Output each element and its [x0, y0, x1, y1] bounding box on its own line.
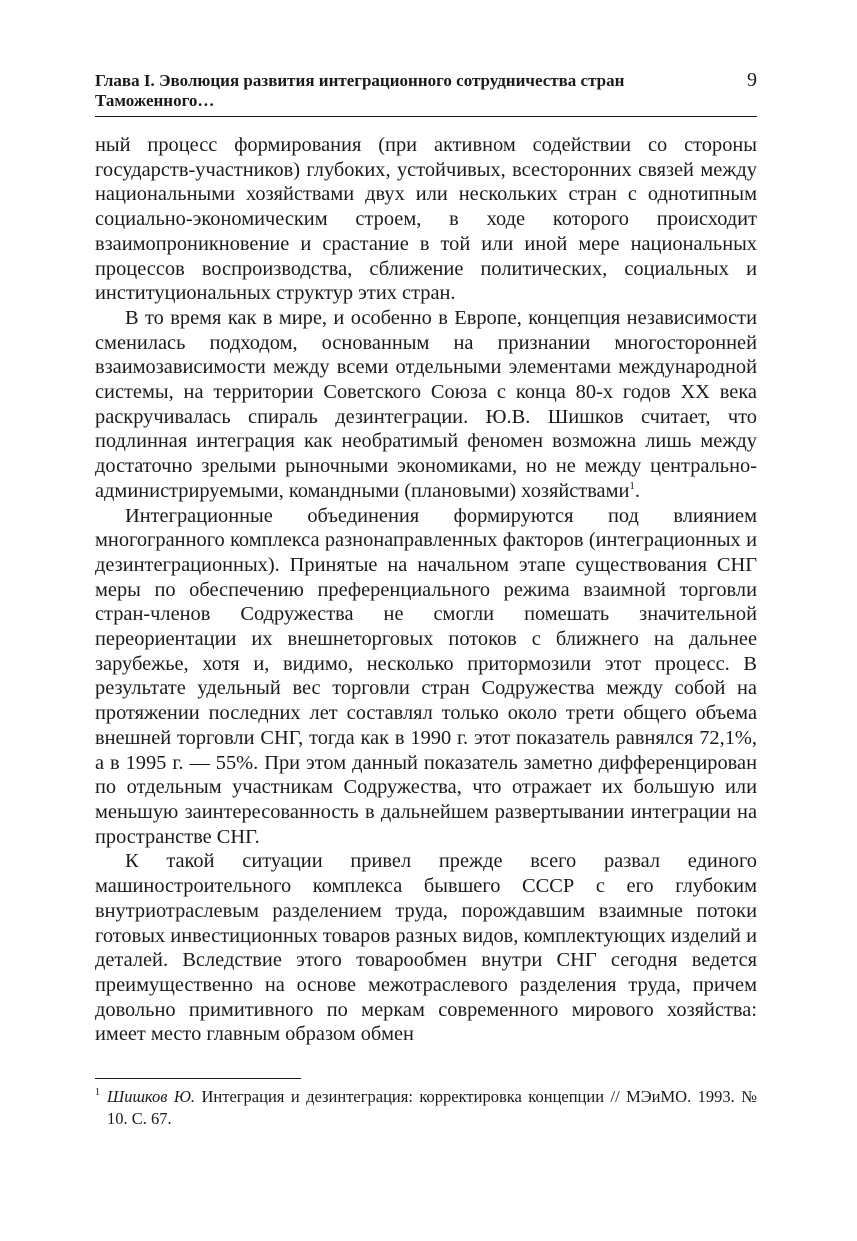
footnotes — [95, 1078, 757, 1130]
paragraph-4-text: К такой ситуации привел прежде всего развал единого машиностроительного комплекса бывшего СССР с его глубоким внутриотраслевым разделением труда, порождавшим взаимные потоки готовых инвестиционных товаров разных видов, комплектующих изделий и деталей. Вследствие этого товарообмен внутри СНГ сегодня ведется преимущественно на основе межотраслевого разделения труда, причем довольно примитивного по меркам современного мирового хозяйства: имеет место главным образом обмен — [95, 850, 757, 1046]
running-header — [95, 70, 757, 117]
paragraph-3-text: Интеграционные объединения формируются под влиянием многогранного комплекса разнонаправленных факторов (интеграционных и дезинтеграционных). Принятые на начальном этапе существования СНГ меры по обеспечению преференциального режима взаимной торговли стран-членов Содружества не смогли помешать значительной переориентации их внешнеторговых потоков с ближнего на дальнее зарубежье, хотя и, видимо, несколько притормозили этот процесс. В результате удельный вес торговли стран Содружества между собой на протяжении последних лет составлял только около трети общего объема внешней торговли СНГ, тогда как в 1990 г. этот показатель равнялся 72,1%, а в 1995 г. — 55%. При этом данный показатель заметно дифференцирован по отдельным участникам Содружества, что отражает их большую или меньшую заинтересованность в дальнейшем развертывании интеграции на пространстве СНГ. — [95, 504, 757, 848]
paragraph-1 — [95, 133, 757, 306]
footnote-author: Шишков Ю. — [107, 1087, 196, 1106]
paragraph-2-text: В то время как в мире, и особенно в Европе, концепция независимости сменилась подходом, основанным на признании многосторонней взаимозависимости между всеми отдельными элементами международной системы, на территории Советского Союза с конца 80-х годов XX века раскручивалась спираль дезинтеграции. Ю.В. Шишков считает, что подлинная интеграция как необратимый феномен возможна лишь между достаточно зрелыми рыночными экономиками, но не между центрально-администрируемыми, командными (плановыми) хозяйствами — [95, 306, 757, 502]
paragraph-3 — [95, 504, 757, 850]
paragraph-1-text: ный процесс формирования (при активном содействии со стороны государств-участников) глубоких, устойчивых, всесторонних связей между национальными хозяйствами двух или нескольких стран с однотипным социально-экономическим строем, в ходе которого происходит взаимопроникновение и срастание в той или иной мере национальных процессов воспроизводства, сближение политических, социальных и институциональных структур этих стран. — [95, 134, 757, 305]
footnote-1 — [95, 1086, 757, 1130]
paragraph-4 — [95, 849, 757, 1047]
footnote-mark: 1 — [95, 1087, 100, 1098]
paragraph-2: В то время как в мире, и особенно в Европе, концепция независимости сменилась подходом, основанным на признании многосторонней взаимозависимости между всеми отдельными элементами международной системы, на территории Советского Союза с конца 80-х годов XX века раскручивалась спираль дезинтеграции. Ю.В. Шишков считает, что подлинная интеграция как необратимый феномен возможна лишь между достаточно зрелыми рыночными экономиками, но не между центрально-администрируемыми, командными (плановыми) хозяйствами$^1$. — [95, 306, 757, 502]
running-header-title: Глава I. Эволюция развития интеграционного сотрудничества стран Таможенного… — [95, 71, 625, 110]
footnote-divider — [95, 1078, 301, 1079]
page — [95, 70, 757, 1047]
page-number: 9 — [747, 69, 757, 91]
footnote-body — [107, 1086, 757, 1130]
footnote-ref[interactable]: 1 — [629, 480, 635, 493]
footnote-text: Интеграция и дезинтеграция: корректировка концепции // МЭиМО. 1993. № 10. С. 67. — [107, 1087, 758, 1128]
body-text — [95, 133, 757, 1047]
